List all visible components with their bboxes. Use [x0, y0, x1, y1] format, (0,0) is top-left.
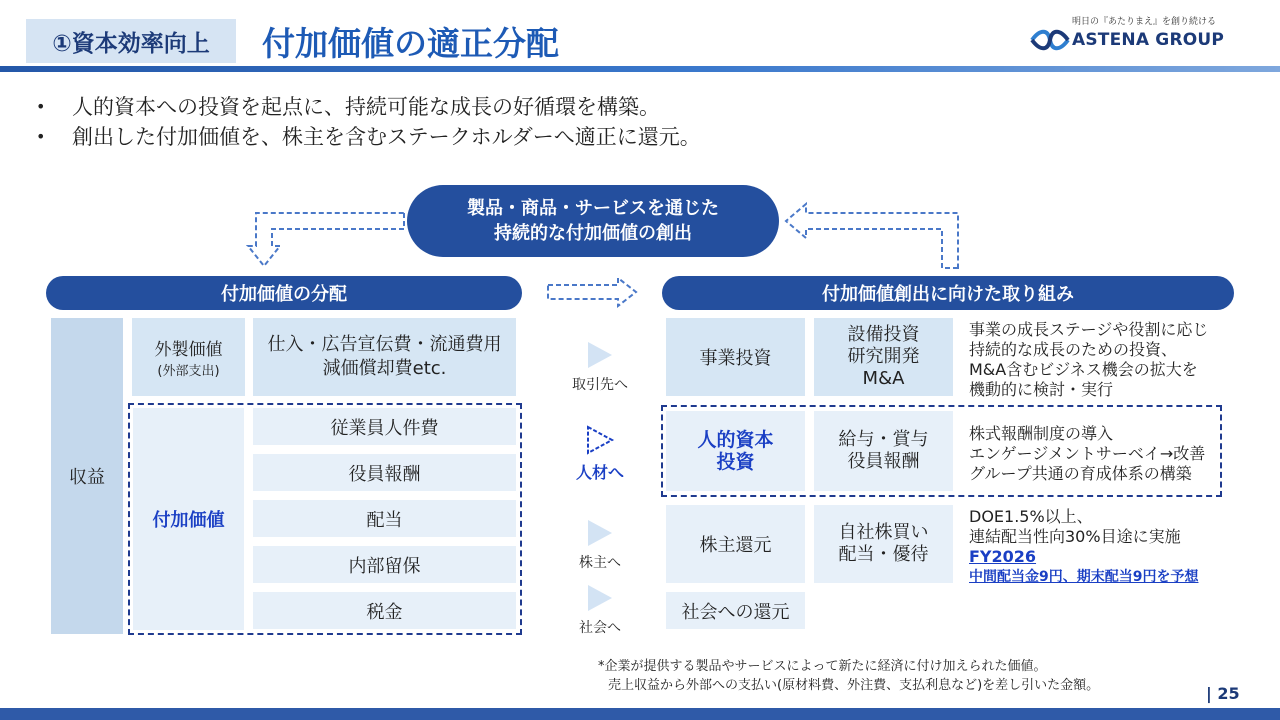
- revenue-cell: 収益: [51, 318, 123, 634]
- arrow-suppliers-icon: [586, 340, 616, 370]
- description-line: グループ共通の育成体系の構築: [969, 464, 1192, 483]
- arrow-label-suppliers: 取引先へ: [572, 377, 628, 393]
- dividend-forecast-link[interactable]: 中間配当金9円、期末配当9円を予想: [969, 569, 1199, 585]
- human-capital-line2: 投資: [716, 451, 755, 473]
- description-line: 事業の成長ステージや役割に応じ: [969, 320, 1209, 339]
- external-items-line2: 減価償却費etc.: [322, 358, 447, 379]
- footnote: [598, 657, 1099, 695]
- measure-item: 給与・賞与: [838, 429, 929, 450]
- external-value-label: 外製価値: [154, 340, 223, 360]
- measure-item: 自社株買い: [838, 522, 929, 543]
- section-tag: ①資本効率向上: [26, 19, 236, 63]
- external-value-sub: (外部支出): [157, 364, 220, 379]
- category-human-capital: [666, 411, 805, 491]
- bullet-text: 人的資本への投資を起点に、持続可能な成長の好循環を構築。: [72, 95, 660, 119]
- arrow-label-shareholders: 株主へ: [579, 555, 621, 571]
- distribution-header: 付加価値の分配: [46, 276, 522, 310]
- page-title: 付加価値の適正分配: [262, 23, 559, 63]
- category-business-investment: 事業投資: [666, 318, 805, 396]
- right-cycle-arrow-icon: [786, 204, 958, 268]
- measure-item: 役員報酬: [847, 451, 920, 472]
- bullet-dot-icon: •: [36, 97, 46, 116]
- distribution-item: 従業員人件費: [253, 408, 516, 445]
- measure-item: 研究開発: [847, 346, 920, 367]
- description-business-investment: [969, 320, 1231, 400]
- footer-bar: [0, 708, 1280, 720]
- fy2026-link[interactable]: FY2026: [969, 547, 1037, 566]
- description-line: 株式報酬制度の導入: [969, 424, 1114, 443]
- measure-item: 設備投資: [847, 324, 920, 345]
- description-line: DOE1.5%以上、: [969, 507, 1093, 526]
- arrow-label-society: 社会へ: [579, 620, 621, 636]
- added-value-cell: 付加価値: [133, 408, 244, 630]
- distribution-item: 配当: [253, 500, 516, 537]
- arrow-society-icon: [586, 583, 616, 613]
- footnote-line2: 売上収益から外部への支払い(原材料費、外注費、支払利息など)を差し引いた金額。: [608, 678, 1100, 693]
- external-items-cell: [253, 318, 516, 396]
- category-shareholder-return: 株主還元: [666, 505, 805, 583]
- arrow-shareholders-icon: [586, 518, 616, 548]
- measures-shareholder-return: [814, 505, 953, 583]
- page-number: | 25: [1206, 684, 1240, 703]
- description-line: 機動的に検討・実行: [969, 380, 1114, 399]
- description-shareholder-return: [969, 507, 1259, 587]
- logo-text: ASTENA GROUP: [1072, 30, 1225, 50]
- distribution-item: 内部留保: [253, 546, 516, 583]
- logo-tagline: 明日の『あたりまえ』を創り続ける: [1072, 17, 1217, 27]
- external-items-line1: 仕入・広告宣伝費・流通費用: [267, 334, 502, 355]
- bullet-dot-icon: •: [36, 127, 46, 146]
- arrow-label-people: 人材へ: [575, 463, 624, 482]
- arrow-people-icon: [586, 425, 616, 455]
- middle-right-arrow-icon: [548, 278, 636, 306]
- distribution-item: 役員報酬: [253, 454, 516, 491]
- measure-item: M&A: [862, 368, 905, 389]
- measures-business-investment: [814, 318, 953, 396]
- left-cycle-arrow-icon: [248, 213, 404, 266]
- footnote-line1: *企業が提供する製品やサービスによって新たに経済に付け加えられた価値。: [598, 659, 1047, 674]
- human-capital-line1: 人的資本: [697, 429, 774, 451]
- category-social-return: 社会への還元: [666, 592, 805, 629]
- measures-human-capital: [814, 411, 953, 491]
- value-creation-line2: 持続的な付加価値の創出: [494, 223, 692, 244]
- bullet-text: 創出した付加価値を、株主を含むステークホルダーへ適正に還元。: [72, 125, 701, 149]
- description-line: エンゲージメントサーベイ→改善: [969, 444, 1206, 463]
- description-line: M&A含むビジネス機会の拡大を: [969, 360, 1198, 379]
- value-creation-line1: 製品・商品・サービスを通じた: [467, 198, 719, 219]
- description-line: 持続的な成長のための投資、: [969, 340, 1178, 359]
- external-value-cell: [132, 318, 245, 396]
- initiatives-header: 付加価値創出に向けた取り組み: [662, 276, 1234, 310]
- description-line: 連結配当性向30%目途に実施: [969, 527, 1181, 546]
- distribution-item: 税金: [253, 592, 516, 629]
- description-human-capital: [969, 424, 1219, 484]
- measure-item: 配当・優待: [838, 544, 929, 565]
